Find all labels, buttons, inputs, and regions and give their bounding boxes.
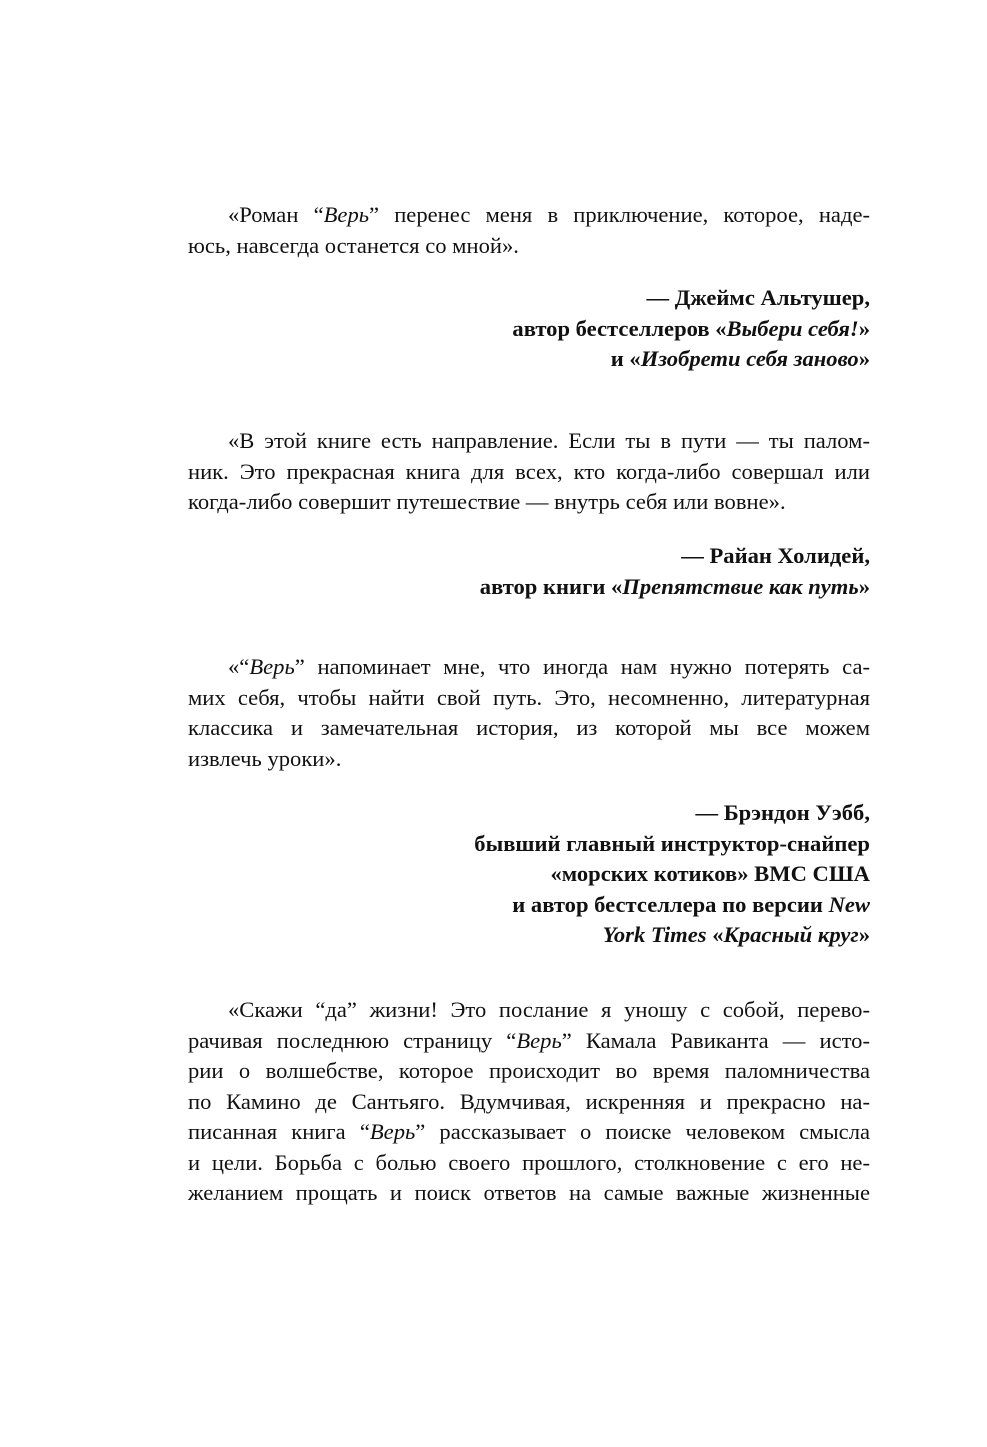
attribution-text [188,798,870,951]
quote-line: рачивая последнюю страницу “Верь” Камала Равиканта — исто- [188,1027,870,1053]
italic-title: Верь [249,654,295,679]
attribution-line: бывший главный инструктор-снайпер [474,830,870,856]
attribution-line: автор бестселлеров «Выбери себя!» [512,315,870,341]
attribution-line: — Райан Холидей, [681,543,870,568]
attribution-3 [188,798,870,951]
quote-line: извлечь уроки». [188,745,342,771]
quote-line: когда-либо совершит путешествие — внутрь себя или вовне». [188,489,786,514]
quote-line: рии о волшебстве, которое происходит во время паломничества [188,1058,870,1083]
italic-title: Препятствие как путь [622,573,859,599]
quote-4 [188,995,870,1209]
quote-text [188,426,870,518]
attribution-1 [188,283,870,375]
quote-line: «В этой книге есть направление. Если ты в пути — ты палом- [228,428,870,453]
italic-title: Верь [323,202,370,227]
quote-2 [188,426,870,518]
attribution-2 [188,541,870,602]
quote-text [188,652,870,774]
attribution-line: «морских котиков» ВМС США [550,861,870,886]
quote-line: мих себя, чтобы найти свой путь. Это, несомненно, литературная [188,684,870,710]
quote-line: «Скажи “да” жизни! Это послание я уношу с собой, перево- [228,997,870,1022]
italic-title: New [828,891,870,917]
quote-line: и цели. Борьба с болью своего прошлого, столкновение с его не- [188,1149,870,1175]
quote-line: «“Верь” напоминает мне, что иногда нам нужно потерять са- [228,654,870,679]
quote-line: по Камино де Сантьяго. Вдумчивая, искренняя и прекрасно на- [188,1088,870,1114]
italic-title: York Times [602,922,707,947]
italic-title: Верь [369,1119,416,1144]
quote-line: юсь, навсегда останется со мной». [188,232,519,258]
italic-title: Выбери себя! [726,315,859,341]
attribution-text [188,283,870,375]
italic-title: Красный круг [723,922,859,947]
quote-line: классика и замечательная история, из которой мы все можем [188,715,870,740]
quote-1 [188,200,870,261]
attribution-line: York Times «Красный круг» [602,922,870,947]
attribution-text [188,541,870,602]
quote-text [188,200,870,261]
italic-title: Изобрети себя заново [640,346,859,371]
attribution-line: и «Изобрети себя заново» [610,346,870,371]
quote-line: писанная книга “Верь” рассказывает о поиске человеком смысла [188,1119,870,1144]
attribution-line: — Джеймс Альтушер, [646,285,870,310]
italic-title: Верь [516,1027,562,1053]
quote-line: желанием прощать и поиск ответов на самые важные жизненные [188,1180,870,1205]
attribution-line: — Брэндон Уэбб, [695,800,870,825]
attribution-line: и автор бестселлера по версии New [512,891,870,917]
attribution-line: автор книги «Препятствие как путь» [479,573,870,599]
quote-line: ник. Это прекрасная книга для всех, кто когда-либо совершал или [188,458,870,484]
quote-text [188,995,870,1209]
quote-line: «Роман “Верь” перенес меня в приключение, которое, наде- [228,202,870,227]
quote-3 [188,652,870,774]
